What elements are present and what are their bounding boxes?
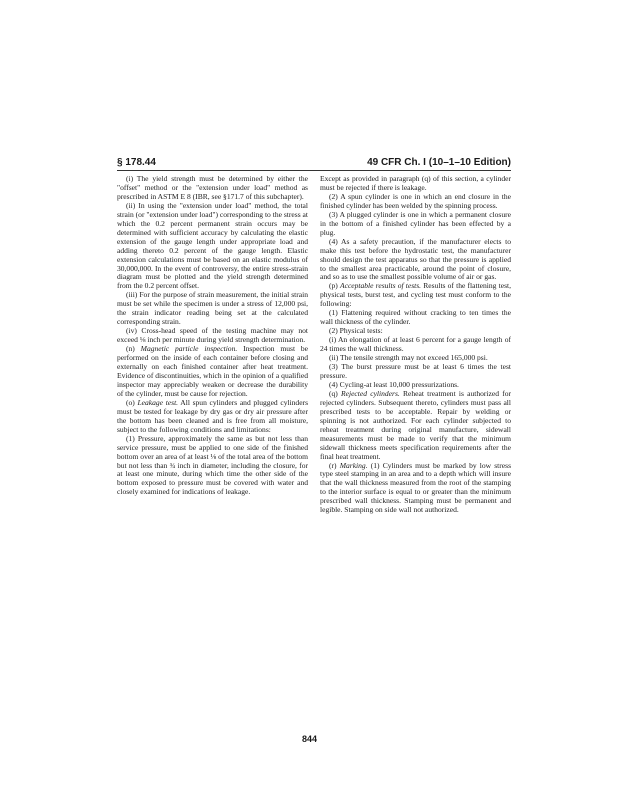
paragraph-heading: Rejected cylinders. bbox=[341, 388, 400, 398]
paragraph-heading: Acceptable results of tests. bbox=[339, 281, 422, 291]
paragraph bbox=[320, 309, 511, 327]
right-column bbox=[320, 175, 511, 723]
paragraph bbox=[117, 175, 308, 202]
paragraph-text: (1) Cylinders must be marked by low stress type steel stamping in an area and to a depth which will insure that the wall thickness measured from the root of the stamping to the interior surface is equal to or greater than the minimum prescribed wall thickness. Stamping must be permanent and legible. Stamping on side wall not authorized. bbox=[320, 460, 511, 515]
paragraph-label: (q) bbox=[329, 388, 342, 398]
paragraph-text: Inspection must be performed on the inside of each container before closing and externally on each finished container after heat treatment. Evidence of discontinuities, which in the opinion of a qualified inspector may appreciably weaken or decrease the durability of the cylinder, must be cause for rejection. bbox=[117, 344, 308, 398]
paragraph-text: (1) Pressure, approximately the same as but not less than service pressure, must be applied to one side of the finished bottom over an area of at least ⅛ of the total area of the bottom but not less than ¾ inch in diameter, including the closure, for at least one minute, during which time the other side of the bottom exposed to pressure must be covered with water and closely examined for indications of leakage. bbox=[117, 433, 308, 497]
paragraph-label: (p) bbox=[329, 281, 340, 291]
paragraph-text: Except as provided in paragraph (q) of this section, a cylinder must be rejected if there is leakage. bbox=[320, 175, 511, 192]
running-header bbox=[117, 157, 511, 171]
paragraph bbox=[117, 345, 308, 399]
paragraph bbox=[117, 399, 308, 435]
paragraph-heading: Magnetic particle inspection. bbox=[140, 344, 238, 354]
paragraph-text: (i) An elongation of at least 6 percent for a gauge length of 24 times the wall thickness. bbox=[320, 335, 511, 354]
paragraph bbox=[320, 363, 511, 381]
paragraph-text: (4) Cycling-at least 10,000 pressurizations. bbox=[329, 379, 459, 389]
paragraph-text: (i) The yield strength must be determined by either the "offset" method or the "extension under load" method as prescribed in ASTM E 8 (IBR, see §171.7 of this subchapter). bbox=[117, 175, 308, 201]
paragraph-heading: Leakage test. bbox=[137, 397, 179, 407]
paragraph bbox=[320, 211, 511, 238]
paragraph-text: (2) Physical tests: bbox=[329, 326, 383, 336]
paragraph-text: (ii) The tensile strength may not exceed 165,000 psi. bbox=[329, 353, 488, 363]
section-number: § 178.44 bbox=[117, 157, 156, 168]
paragraph bbox=[320, 175, 511, 193]
header-rule bbox=[117, 170, 511, 171]
paragraph-text: Reheat treatment is authorized for rejected cylinders. Subsequent thereto, cylinders must pass all prescribed tests to be acceptable. Repair by welding or spinning is not authorized. For each cylinder subjected to reheat treatment during original manufacture, sidewall measurements must be made to verify that the minimum sidewall thickness meets specification requirements after the final heat treatment. bbox=[320, 388, 511, 461]
paragraph-text: All spun cylinders and plugged cylinders must be tested for leakage by dry gas or dry air pressure after the bottom has been cleaned and is free from all moisture, subject to the following conditions and limitations: bbox=[117, 397, 308, 434]
paragraph bbox=[320, 390, 511, 462]
paragraph bbox=[117, 291, 308, 327]
paragraph-label: (r) bbox=[329, 460, 340, 470]
paragraph-text: (4) As a safety precaution, if the manufacturer elects to make this test before the hydrostatic test, the manufacturer should design the test apparatus so that the pressure is applied to the smallest area practicable, around the point of closure, and so as to use the smallest possible volume of air or gas. bbox=[320, 236, 511, 282]
paragraph-text: (1) Flattening required without cracking to ten times the wall thickness of the cylinder. bbox=[320, 308, 511, 327]
paragraph bbox=[117, 202, 308, 292]
paragraph-label: (o) bbox=[126, 397, 138, 407]
paragraph bbox=[117, 327, 308, 345]
cfr-title: 49 CFR Ch. I (10–1–10 Edition) bbox=[367, 157, 511, 168]
paragraph bbox=[320, 238, 511, 283]
paragraph-text: (2) A spun cylinder is one in which an end closure in the finished cylinder has been welded by the spinning process. bbox=[320, 191, 511, 210]
left-column bbox=[117, 175, 308, 723]
paragraph-text: Results of the flattening test, physical tests, burst test, and cycling test must conform to the following: bbox=[320, 281, 511, 309]
paragraph bbox=[320, 282, 511, 309]
paragraph-text: (iv) Cross-head speed of the testing machine may not exceed ⅛ inch per minute during yield strength determination. bbox=[117, 326, 308, 345]
paragraph bbox=[320, 336, 511, 354]
paragraph-text: (3) The burst pressure must be at least 6 times the test pressure. bbox=[320, 362, 511, 380]
paragraph bbox=[320, 462, 511, 516]
paragraph-text: (iii) For the purpose of strain measurement, the initial strain must be set while the specimen is under a stress of 12,000 psi, the strain indicator reading being set at the calculated corresponding strain. bbox=[117, 290, 308, 327]
paragraph-label: (n) bbox=[126, 344, 141, 354]
paragraph-text: (3) A plugged cylinder is one in which a permanent closure in the bottom of a finished cylinder has been effected by a plug. bbox=[320, 209, 511, 237]
page-number: 844 bbox=[301, 734, 318, 744]
paragraph-text: (ii) In using the "extension under load" method, the total strain (or "extension under load") corresponding to the stress at which the 0.2 percent permanent strain occurs may be determined with sufficient accuracy by calculating the elastic extension of the gauge length under appropriate load and adding thereto 0.2 percent of the gauge length. Elastic extension calculations must be based on an elastic modulus of 30,000,000. In the event of controversy, the entire stress-strain diagram must be plotted and the yield strength determined from the 0.2 percent offset. bbox=[117, 200, 308, 291]
paragraph bbox=[320, 193, 511, 211]
paragraph-heading: Marking. bbox=[339, 460, 368, 470]
paragraph bbox=[117, 435, 308, 498]
